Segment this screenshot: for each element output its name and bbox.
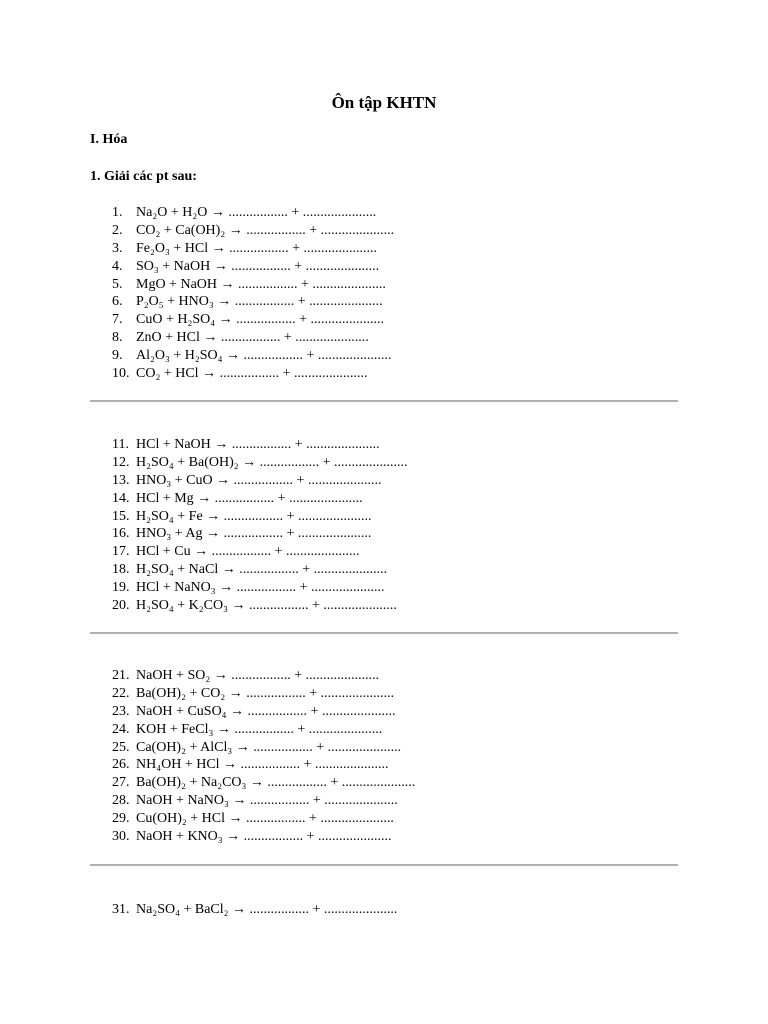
equation-text: H₂SO₄ + Ba(OH)₂ → ................. + .....................	[136, 454, 408, 470]
equation-text: Cu(OH)₂ + HCl → ................. + .....................	[136, 811, 394, 827]
equation-text: Ca(OH)₂ + AlCl₃ → ................. + .....................	[136, 739, 402, 755]
equation-item	[112, 739, 415, 757]
equation-number: 2.	[112, 222, 123, 238]
equation-group-3	[112, 667, 415, 846]
equation-text: H₂SO₄ + Fe → ................. + .....................	[136, 508, 372, 524]
equation-number: 16.	[112, 526, 130, 542]
equation-item	[112, 454, 408, 472]
equation-item	[112, 525, 408, 543]
equation-item	[112, 597, 408, 615]
equation-text: HCl + Cu → ................. + .....................	[136, 544, 360, 560]
equation-number: 13.	[112, 472, 130, 488]
equation-item	[112, 828, 415, 846]
equation-item	[112, 347, 394, 365]
equation-item	[112, 561, 408, 579]
equation-number: 24.	[112, 721, 130, 737]
page-title: Ôn tập KHTN	[331, 93, 437, 112]
equation-item	[112, 222, 394, 240]
equation-text: KOH + FeCl₃ → ................. + .....................	[136, 721, 383, 737]
equation-number: 25.	[112, 739, 130, 755]
equation-item	[112, 472, 408, 490]
equation-item	[112, 365, 394, 383]
equation-item	[112, 258, 394, 276]
equation-item	[112, 490, 408, 508]
equation-number: 30.	[112, 829, 130, 845]
equation-text: Al₂O₃ + H₂SO₄ → ................. + .....................	[136, 348, 392, 364]
equation-item	[112, 810, 415, 828]
equation-number: 14.	[112, 490, 130, 506]
equation-number: 17.	[112, 544, 130, 560]
equation-number: 29.	[112, 811, 130, 827]
equation-text: NaOH + SO₂ → ................. + .....................	[136, 668, 380, 683]
equation-item	[112, 792, 415, 810]
equation-number: 18.	[112, 562, 130, 578]
equation-text: MgO + NaOH → ................. + .....................	[136, 276, 386, 292]
equation-number: 1.	[112, 205, 123, 220]
section-heading: I. Hóa	[90, 132, 128, 147]
equation-number: 27.	[112, 775, 130, 791]
equation-number: 28.	[112, 793, 130, 809]
equation-number: 23.	[112, 703, 130, 719]
equation-item	[112, 276, 394, 294]
equation-text: Na₂O + H₂O → ................. + .....................	[136, 205, 377, 220]
equation-item	[112, 293, 394, 311]
equation-text: NaOH + KNO₃ → ................. + .....................	[136, 829, 392, 845]
divider	[90, 632, 678, 634]
equation-number: 31.	[112, 902, 130, 917]
equation-text: HCl + NaNO₃ → ................. + .....................	[136, 580, 385, 596]
equation-number: 8.	[112, 330, 123, 346]
equation-text: Ba(OH)₂ + CO₂ → ................. + .....................	[136, 685, 395, 701]
equation-number: 20.	[112, 598, 130, 614]
equation-group-4	[112, 901, 397, 919]
equation-text: NaOH + CuSO₄ → ................. + .....................	[136, 703, 396, 719]
equation-number: 5.	[112, 276, 123, 292]
equation-item	[112, 543, 408, 561]
equation-item	[112, 508, 408, 526]
equation-item	[112, 204, 394, 222]
equation-number: 10.	[112, 366, 130, 382]
equation-number: 21.	[112, 668, 130, 683]
equation-text: HCl + NaOH → ................. + .....................	[136, 437, 380, 452]
equation-number: 4.	[112, 258, 123, 274]
equation-number: 9.	[112, 348, 123, 364]
equation-item	[112, 667, 415, 685]
equation-text: HNO₃ + CuO → ................. + .....................	[136, 472, 382, 488]
equation-number: 12.	[112, 454, 130, 470]
equation-text: H₂SO₄ + K₂CO₃ → ................. + .....................	[136, 598, 397, 614]
equation-text: P₂O₅ + HNO₃ → ................. + .....................	[136, 294, 383, 310]
equation-number: 6.	[112, 294, 123, 310]
equation-text: CuO + H₂SO₄ → ................. + .....................	[136, 312, 385, 328]
equation-text: Na₂SO₄ + BaCl₂ → ................. + .....................	[136, 902, 398, 917]
equation-item	[112, 703, 415, 721]
equation-item	[112, 685, 415, 703]
equation-text: H₂SO₄ + NaCl → ................. + .....................	[136, 562, 388, 578]
equation-item	[112, 311, 394, 329]
equation-number: 22.	[112, 685, 130, 701]
equation-number: 15.	[112, 508, 130, 524]
equation-group-2	[112, 436, 408, 615]
equation-text: ZnO + HCl → ................. + .....................	[136, 330, 369, 346]
equation-number: 19.	[112, 580, 130, 596]
equation-text: SO₃ + NaOH → ................. + .....................	[136, 258, 380, 274]
equation-text: NaOH + NaNO₃ → ................. + .....................	[136, 793, 398, 809]
equation-item	[112, 756, 415, 774]
equation-item	[112, 579, 408, 597]
equation-number: 11.	[112, 437, 129, 452]
equation-number: 7.	[112, 312, 123, 328]
equation-item	[112, 774, 415, 792]
equation-text: Ba(OH)₂ + Na₂CO₃ → ................. + .....................	[136, 775, 416, 791]
equation-text: Fe₂O₃ + HCl → ................. + .....................	[136, 240, 378, 256]
equation-item	[112, 901, 397, 919]
equation-item	[112, 436, 408, 454]
equation-number: 3.	[112, 240, 123, 256]
equation-item	[112, 240, 394, 258]
equation-text: HNO₃ + Ag → ................. + .....................	[136, 526, 372, 542]
equation-item	[112, 329, 394, 347]
equation-text: CO₂ + HCl → ................. + .....................	[136, 366, 368, 382]
equation-text: NH₄OH + HCl → ................. + .....................	[136, 757, 389, 773]
equation-item	[112, 721, 415, 739]
equation-group-1	[112, 204, 394, 383]
question-heading: 1. Giải các pt sau:	[90, 169, 197, 184]
divider	[90, 400, 678, 402]
equation-text: HCl + Mg → ................. + .....................	[136, 490, 363, 506]
equation-text: CO₂ + Ca(OH)₂ → ................. + .....................	[136, 222, 395, 238]
equation-number: 26.	[112, 757, 130, 773]
divider	[90, 864, 678, 866]
